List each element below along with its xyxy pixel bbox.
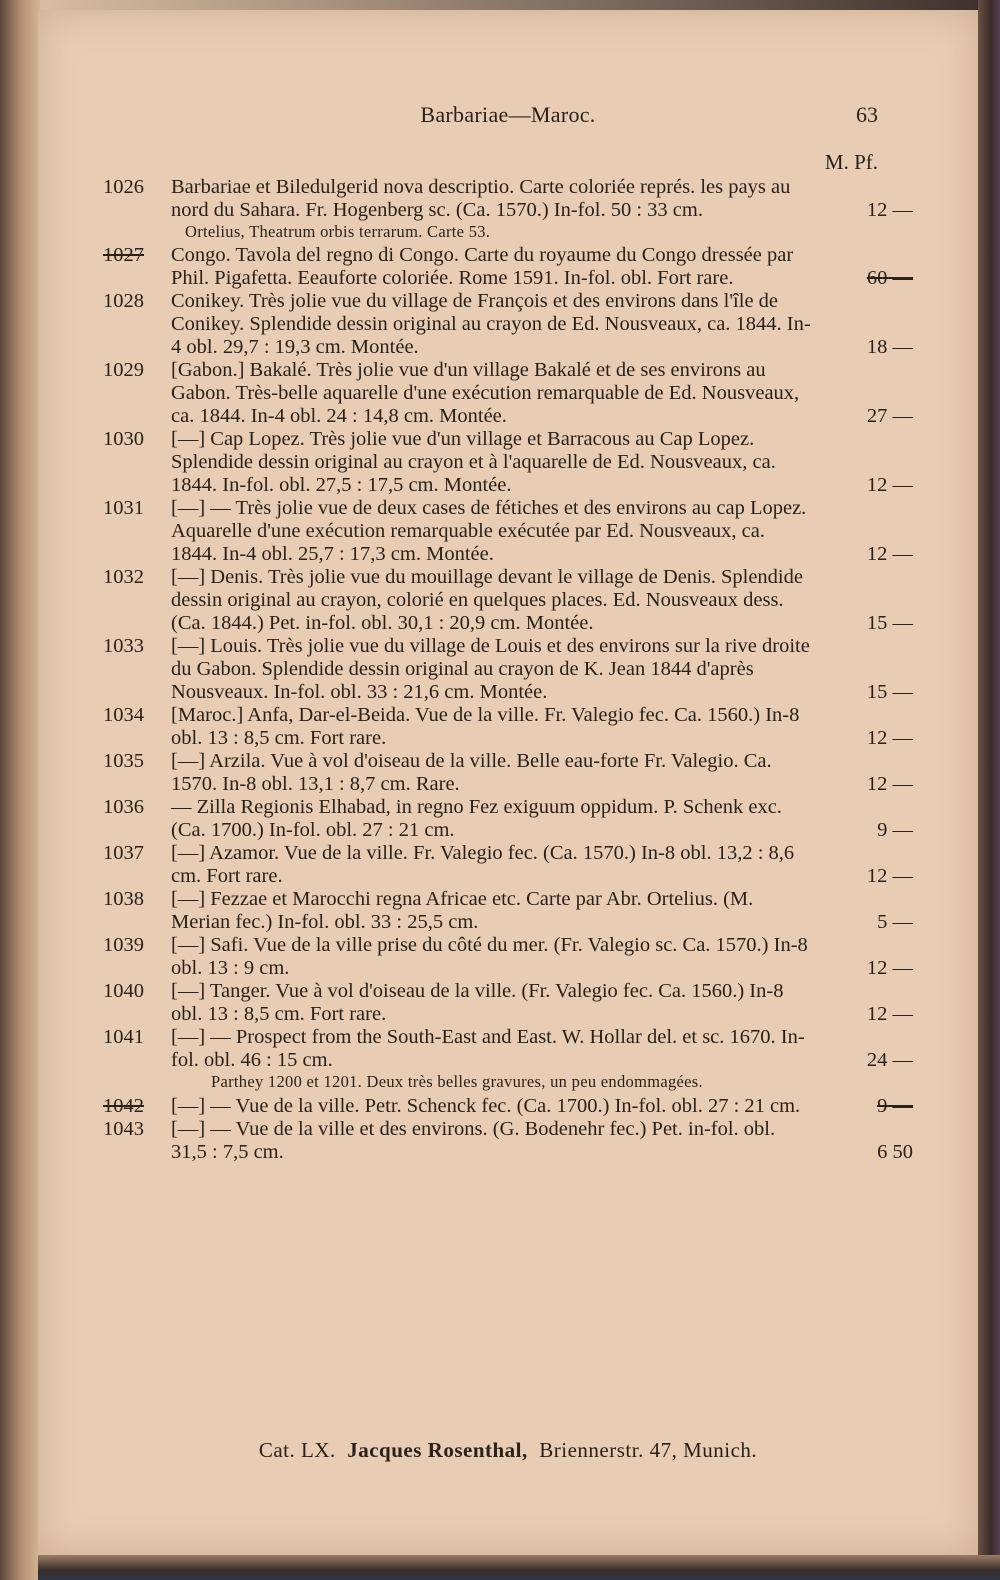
entry-number: 1036 xyxy=(103,796,144,818)
entry-text: [—] Fezzae et Marocchi regna Africae etc. Carte par Abr. Ortelius. (M. Merian fec.) In-fol. obl. 33 : 25,5 cm. xyxy=(171,888,754,933)
entry-price: 15 — xyxy=(866,681,913,703)
entry-text: [—] — Très jolie vue de deux cases de fétiches et des environs au cap Lopez. Aquarelle d'une exécution remarquable exécutée par Ed. Nousveaux, ca. 1844. In-4 obl. 25,7 : 17,3 cm. Montée. xyxy=(171,497,807,565)
entry-text: [Maroc.] Anfa, Dar-el-Beida. Vue de la ville. Fr. Valegio fec. Ca. 1560.) In-8 obl. 13 : 8,5 cm. Fort rare. xyxy=(171,704,800,749)
list-item xyxy=(103,934,913,980)
book-edge-right xyxy=(978,0,1000,1580)
entry-text: [—] Cap Lopez. Très jolie vue d'un village et Barracous au Cap Lopez. Splendide dessin original au crayon et à l'aquarelle de Ed. Nousveaux, ca. 1844. In-fol. obl. 27,5 : 17,5 cm. Montée. xyxy=(171,428,776,496)
entry-number: 1039 xyxy=(103,934,144,956)
entry-text: [—] Denis. Très jolie vue du mouillage devant le village de Denis. Splendide dessin original au crayon, colorié en quelques places. Ed. Nousveaux dess. (Ca. 1844.) Pet. in-fol. obl. 30,1 : 20,9 cm. Montée. xyxy=(171,566,803,634)
facing-page-edge xyxy=(0,0,40,1580)
list-item xyxy=(103,888,913,934)
entry-price: 6 50 xyxy=(877,1141,913,1163)
list-item xyxy=(103,290,913,359)
list-item xyxy=(103,842,913,888)
publisher-address: Briennerstr. 47, Munich. xyxy=(539,1438,758,1462)
entry-number: 1038 xyxy=(103,888,144,910)
list-item xyxy=(103,428,913,497)
catalogue-number: Cat. LX. xyxy=(258,1438,336,1462)
page-header xyxy=(38,102,978,132)
entry-number: 1042 xyxy=(103,1095,144,1117)
list-item xyxy=(103,980,913,1026)
entry-text: [—] Tanger. Vue à vol d'oiseau de la ville. (Fr. Valegio fec. Ca. 1560.) In-8 obl. 13 : 8,5 cm. Fort rare. xyxy=(171,980,784,1025)
entry-text: [—] Arzila. Vue à vol d'oiseau de la ville. Belle eau-forte Fr. Valegio. Ca. 1570. In-8 obl. 13,1 : 8,7 cm. Rare. xyxy=(171,750,772,795)
currency-header: M. Pf. xyxy=(824,150,878,174)
entry-price: 18 — xyxy=(866,336,913,358)
entry-text: Conikey. Très jolie vue du village de François et des environs dans l'île de Conikey. Splendide dessin original au crayon de Ed. Nousveaux, ca. 1844. In-4 obl. 29,7 : 19,3 cm. Montée. xyxy=(171,290,811,358)
entry-note: Parthey 1200 et 1201. Deux très belles gravures, un peu endommagées. xyxy=(211,1072,703,1091)
entry-number: 1026 xyxy=(103,176,144,198)
entry-price: 9 — xyxy=(877,1095,913,1117)
entry-number: 1034 xyxy=(103,704,144,726)
entry-number: 1041 xyxy=(103,1026,144,1048)
list-item xyxy=(103,635,913,704)
entry-price: 12 — xyxy=(866,773,913,795)
entry-number: 1040 xyxy=(103,980,144,1002)
entry-text: [Gabon.] Bakalé. Très jolie vue d'un village Bakalé et de ses environs au Gabon. Très-belle aquarelle d'une exécution remarquable de Ed. Nousveaux, ca. 1844. In-4 obl. 24 : 14,8 cm. Montée. xyxy=(171,359,800,427)
catalogue-page xyxy=(38,10,978,1555)
entry-price: 12 — xyxy=(866,1003,913,1025)
entry-price: 12 — xyxy=(866,957,913,979)
entry-price: 12 — xyxy=(866,865,913,887)
list-item xyxy=(103,359,913,428)
entry-number: 1032 xyxy=(103,566,144,588)
entry-price: 9 — xyxy=(877,819,913,841)
list-item xyxy=(103,750,913,796)
entry-price: 12 — xyxy=(866,474,913,496)
list-item xyxy=(103,1095,913,1118)
page-title: Barbariae—Maroc. xyxy=(420,102,596,127)
entry-text: [—] Louis. Très jolie vue du village de Louis et des environs sur la rive droite du Gabon. Splendide dessin original au crayon de K. Jean 1844 d'après Nousveaux. In-fol. obl. 33 : 21,6 cm. Montée. xyxy=(171,635,810,703)
list-item xyxy=(103,704,913,750)
list-item xyxy=(103,244,913,290)
list-item xyxy=(103,176,913,222)
entry-price: 24 — xyxy=(866,1049,913,1071)
entry-price: 12 — xyxy=(866,199,913,221)
entry-text: [—] Safi. Vue de la ville prise du côté du mer. (Fr. Valegio sc. Ca. 1570.) In-8 obl. 13 : 9 cm. xyxy=(171,934,808,979)
entry-price: 5 — xyxy=(877,911,913,933)
book-edge-bottom xyxy=(38,1555,1000,1580)
entry-number: 1027 xyxy=(103,244,144,266)
publisher-name: Jacques Rosenthal, xyxy=(347,1438,528,1462)
page-number: 63 xyxy=(856,102,878,127)
entry-text: [—] — Vue de la ville. Petr. Schenck fec. (Ca. 1700.) In-fol. obl. 27 : 21 cm. xyxy=(171,1095,801,1117)
list-item xyxy=(103,566,913,635)
entry-price: 60 — xyxy=(866,267,913,289)
list-item xyxy=(103,1118,913,1164)
page-footer xyxy=(38,1438,978,1463)
list-item xyxy=(103,497,913,566)
entry-number: 1031 xyxy=(103,497,144,519)
entry-text: Barbariae et Biledulgerid nova descriptio. Carte coloriée représ. les pays au nord du Sahara. Fr. Hogenberg sc. (Ca. 1570.) In-fol. 50 : 33 cm. xyxy=(171,176,791,221)
entry-text: — Zilla Regionis Elhabad, in regno Fez exiguum oppidum. P. Schenk exc. (Ca. 1700.) In-fol. obl. 27 : 21 cm. xyxy=(171,796,782,841)
entry-number: 1030 xyxy=(103,428,144,450)
entry-number: 1037 xyxy=(103,842,144,864)
entry-number: 1028 xyxy=(103,290,144,312)
entry-text: Congo. Tavola del regno di Congo. Carte du royaume du Congo dressée par Phil. Pigafetta. Eeauforte coloriée. Rome 1591. In-fol. obl. Fort rare. xyxy=(171,244,794,289)
list-item xyxy=(103,796,913,842)
entry-price: 15 — xyxy=(866,612,913,634)
entry-number: 1043 xyxy=(103,1118,144,1140)
list-item xyxy=(103,1026,913,1072)
entry-price: 12 — xyxy=(866,727,913,749)
entry-number: 1035 xyxy=(103,750,144,772)
entry-text: [—] Azamor. Vue de la ville. Fr. Valegio fec. (Ca. 1570.) In-8 obl. 13,2 : 8,6 cm. Fort rare. xyxy=(171,842,795,887)
entry-number: 1029 xyxy=(103,359,144,381)
entry-price: 27 — xyxy=(866,405,913,427)
entry-number: 1033 xyxy=(103,635,144,657)
entry-text: [—] — Vue de la ville et des environs. (G. Bodenehr fec.) Pet. in-fol. obl. 31,5 : 7,5 cm. xyxy=(171,1118,776,1163)
entry-text: [—] — Prospect from the South-East and East. W. Hollar del. et sc. 1670. In-fol. obl. 46 : 15 cm. xyxy=(171,1026,805,1071)
entries-list xyxy=(103,176,913,1164)
entry-note: Ortelius, Theatrum orbis terrarum. Carte 53. xyxy=(185,222,491,241)
entry-price: 12 — xyxy=(866,543,913,565)
